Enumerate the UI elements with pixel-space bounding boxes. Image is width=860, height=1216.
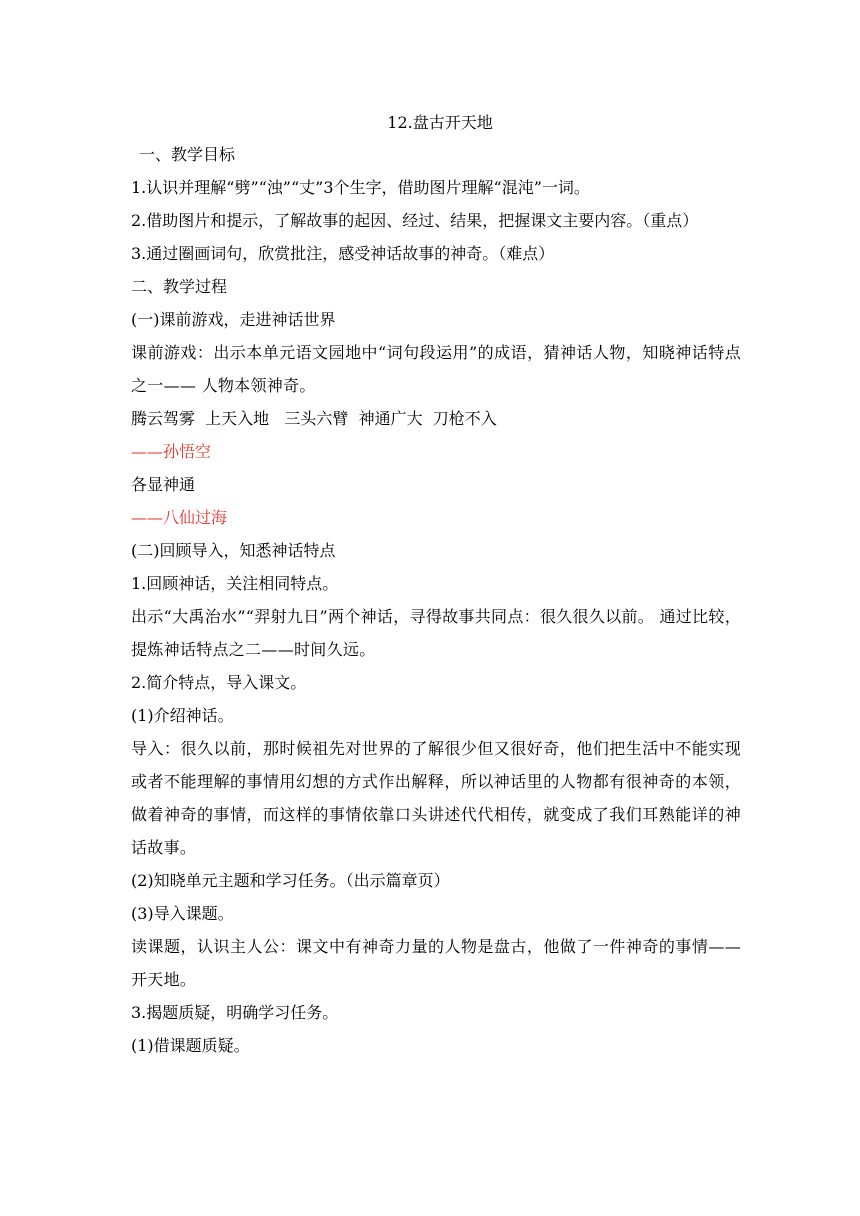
read-title-paragraph: 读课题，认识主人公：课文中有神奇力量的人物是盘古，他做了一件神奇的事情——开天地。 <box>131 937 741 989</box>
goal-item-2: 2.借助图片和提示，了解故事的起因、经过、结果，把握课文主要内容。（重点） <box>131 211 699 230</box>
idioms-line: 腾云驾雾 上天入地 三头六臂 神通广大 刀枪不入 <box>131 409 497 428</box>
step-3-sub-1: (1)借课题质疑。 <box>131 1036 250 1055</box>
step-1: 1.回顾神话，关注相同特点。 <box>131 574 339 593</box>
step-1-paragraph: 出示“大禹治水”“羿射九日”两个神话，寻得故事共同点：很久很久以前。 通过比较，提炼神话特点之二——时间久远。 <box>131 607 741 659</box>
lesson-title: 12.盘古开天地 <box>387 113 493 132</box>
step-2-sub-2: (2)知晓单元主题和学习任务。（出示篇章页） <box>131 871 450 890</box>
step-3: 3.揭题质疑，明确学习任务。 <box>131 1003 339 1022</box>
section-heading-process: 二、教学过程 <box>131 277 228 296</box>
intro-paragraph: 导入：很久以前，那时候祖先对世界的了解很少但又很好奇，他们把生活中不能实现或者不能理解的事情用幻想的方式作出解释，所以神话里的人物都有很神奇的本领，做着神奇的事情，而这样的事情依靠口头讲述代代相传，就变成了我们耳熟能详的神话故事。 <box>131 739 741 857</box>
step-2-sub-3: (3)导入课题。 <box>131 904 234 923</box>
answer-sun-wukong: ——孙悟空 <box>131 442 212 461</box>
goal-item-3: 3.通过圈画词句，欣赏批注，感受神话故事的神奇。（难点） <box>131 244 555 263</box>
step-2: 2.简介特点，导入课文。 <box>131 673 307 692</box>
game-paragraph: 课前游戏：出示本单元语文园地中“词句段运用”的成语，猜神话人物，知晓神话特点之一—— 人物本领神奇。 <box>131 343 741 395</box>
step-2-sub-1: (1)介绍神话。 <box>131 706 234 725</box>
document-body <box>131 107 741 1062</box>
part-heading-2: (二)回顾导入，知悉神话特点 <box>131 541 336 560</box>
goal-item-1: 1.认识并理解“劈”“浊”“丈”3个生字，借助图片理解“混沌”一词。 <box>131 178 590 197</box>
part-heading-1: (一)课前游戏，走进神话世界 <box>131 310 336 329</box>
idiom-line-2: 各显神通 <box>131 475 196 494</box>
section-heading-goals: 一、教学目标 <box>139 145 236 164</box>
answer-eight-immortals: ——八仙过海 <box>131 508 228 527</box>
